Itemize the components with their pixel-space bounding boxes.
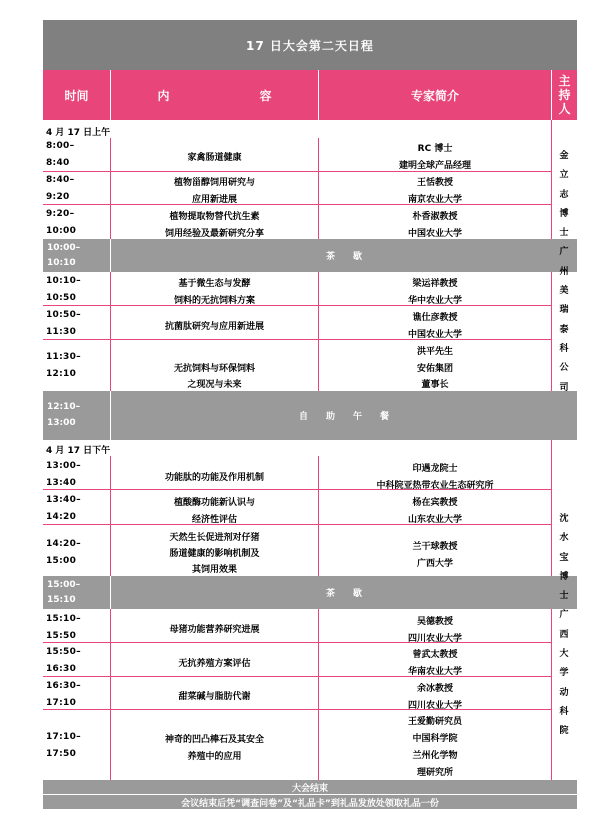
expert-name: 余冰教授 xyxy=(416,684,453,694)
header-host-char: 主 xyxy=(558,74,571,88)
morning-label: 4 月 17 日上午 xyxy=(46,128,111,138)
time-end: 13:00 xyxy=(47,418,76,428)
host-char: 州 xyxy=(559,266,569,277)
time-end: 9:20 xyxy=(46,192,70,202)
expert-affiliation: 理研究所 xyxy=(416,768,453,778)
host-char: 公 xyxy=(559,363,569,374)
time-start: 10:10– xyxy=(46,276,81,286)
break-label: 自 助 午 餐 xyxy=(111,391,577,440)
host-char: 司 xyxy=(559,382,569,393)
time-start: 8:00– xyxy=(46,141,75,151)
host-char: 志 xyxy=(559,189,569,200)
time-start: 12:10– xyxy=(47,402,81,412)
host-char: 西 xyxy=(559,629,569,640)
host-char: 水 xyxy=(559,533,569,544)
host-char: 泰 xyxy=(559,324,569,335)
header-content: 内 容 xyxy=(111,70,318,120)
break-label: 茶 歇 xyxy=(111,576,577,609)
time-end: 10:10 xyxy=(47,258,76,268)
expert-title: 董事长 xyxy=(421,380,449,390)
topic: 家禽肠道健康 xyxy=(187,153,242,163)
host-char: 士 xyxy=(559,591,569,602)
header-time: 时间 xyxy=(43,70,110,120)
expert-name: 兰干球教授 xyxy=(412,542,458,552)
expert-affiliation: 兰州化学物 xyxy=(412,751,458,761)
time-end: 17:10 xyxy=(46,698,77,708)
gift-note: 会议结束后凭“调查问卷”及“礼品卡”到礼品发放处领取礼品一份 xyxy=(43,795,577,809)
expert-affiliation: 广西大学 xyxy=(416,559,453,569)
host-char: 科 xyxy=(559,706,569,717)
host-morning xyxy=(557,147,571,398)
expert-affiliation: 中国农业大学 xyxy=(407,229,462,239)
header-host-char: 人 xyxy=(558,102,571,116)
time-end: 16:30 xyxy=(46,664,77,674)
time-end: 15:50 xyxy=(46,631,77,641)
host-char: 立 xyxy=(559,170,569,181)
expert-name: 朴香淑教授 xyxy=(412,212,458,222)
expert-name: 洪平先生 xyxy=(416,347,453,357)
topic: 植物提取物替代抗生素 xyxy=(169,212,260,222)
host-char: 沈 xyxy=(559,514,569,524)
host-afternoon xyxy=(557,510,571,742)
time-end: 11:30 xyxy=(46,327,77,337)
host-char: 博 xyxy=(559,208,569,219)
afternoon-label: 4 月 17 日下午 xyxy=(46,446,111,456)
host-char: 广 xyxy=(559,610,569,621)
topic: 无抗养殖方案评估 xyxy=(178,659,251,669)
expert-name: 王恬教授 xyxy=(416,178,453,188)
topic: 植物甾醇饲用研究与 xyxy=(173,178,255,188)
topic: 经济性评估 xyxy=(191,515,237,525)
topic: 甜菜碱与脂肪代谢 xyxy=(178,692,251,702)
host-char: 大 xyxy=(559,649,569,660)
host-char: 博 xyxy=(559,571,569,582)
topic: 神奇的凹凸棒石及其安全 xyxy=(164,735,264,745)
time-end: 13:40 xyxy=(46,478,77,488)
expert-affiliation: 山东农业大学 xyxy=(407,515,462,525)
topic: 之现况与未来 xyxy=(187,380,242,390)
time-start: 13:40– xyxy=(46,495,81,505)
topic: 母猪功能营养研究进展 xyxy=(169,625,260,635)
host-char: 科 xyxy=(559,343,569,354)
time-start: 10:50– xyxy=(46,310,81,320)
time-start: 16:30– xyxy=(46,681,81,691)
header-expert: 专家简介 xyxy=(319,70,551,120)
time-start: 14:20– xyxy=(46,539,81,549)
expert-affiliation: 南京农业大学 xyxy=(407,195,462,205)
topic: 功能肽的功能及作用机制 xyxy=(164,473,264,483)
host-char: 瑞 xyxy=(559,305,569,316)
topic: 应用新进展 xyxy=(191,195,237,205)
expert-affiliation: 安佑集团 xyxy=(416,364,453,374)
expert-name: RC 博士 xyxy=(417,144,453,154)
topic: 植酸酶功能新认识与 xyxy=(173,498,255,508)
time-start: 9:20– xyxy=(46,209,75,219)
time-end: 10:00 xyxy=(46,226,77,236)
expert-affiliation: 华中农业大学 xyxy=(407,296,462,306)
expert-affiliation: 中科院亚热带农业生态研究所 xyxy=(376,481,494,491)
time-end: 17:50 xyxy=(46,749,77,759)
time-start: 8:40– xyxy=(46,175,75,185)
time-start: 17:10– xyxy=(46,732,81,742)
time-end: 14:20 xyxy=(46,512,77,522)
header-host xyxy=(552,70,577,120)
expert-name: 王爱勤研究员 xyxy=(407,717,462,727)
time-start: 11:30– xyxy=(46,352,81,362)
expert-affiliation: 华南农业大学 xyxy=(407,667,462,677)
expert-name: 曾武太教授 xyxy=(412,650,458,660)
host-char: 士 xyxy=(559,228,569,239)
topic: 无抗饲料与环保饲料 xyxy=(173,364,255,374)
topic: 饲料的无抗饲料方案 xyxy=(173,296,255,306)
expert-affiliation: 四川农业大学 xyxy=(407,634,462,644)
host-char: 学 xyxy=(559,668,569,679)
time-start: 15:50– xyxy=(46,647,81,657)
time-end: 10:50 xyxy=(46,293,77,303)
expert-name: 谯仕彦教授 xyxy=(412,313,458,323)
host-char: 广 xyxy=(559,247,569,258)
expert-affiliation: 建明全球产品经理 xyxy=(398,161,471,171)
host-char: 宝 xyxy=(559,552,569,563)
time-end: 15:00 xyxy=(46,556,77,566)
topic: 其饲用效果 xyxy=(191,565,237,575)
topic: 天然生长促进剂对仔猪 xyxy=(169,533,260,543)
expert-name: 印遇龙院士 xyxy=(412,464,458,474)
meeting-end: 大会结束 xyxy=(43,780,577,794)
expert-affiliation: 中国科学院 xyxy=(412,734,458,744)
host-char: 院 xyxy=(559,726,569,737)
topic: 养殖中的应用 xyxy=(187,752,242,762)
topic: 饲用经验及最新研究分享 xyxy=(164,229,264,239)
host-char: 动 xyxy=(559,687,569,698)
time-start: 15:00– xyxy=(47,580,81,590)
topic: 肠道健康的影响机制及 xyxy=(169,549,260,559)
host-char: 金 xyxy=(559,151,569,161)
divider xyxy=(551,120,552,780)
break-time xyxy=(43,239,110,272)
time-start: 10:00– xyxy=(47,243,81,253)
topic: 抗菌肽研究与应用新进展 xyxy=(164,322,264,332)
schedule-title: 17 日大会第二天日程 xyxy=(43,20,577,70)
host-char: 美 xyxy=(559,286,569,297)
time-start: 13:00– xyxy=(46,461,81,471)
row-divider xyxy=(43,171,551,172)
time-end: 15:10 xyxy=(47,595,76,605)
break-time xyxy=(43,576,110,609)
time-end: 8:40 xyxy=(46,158,70,168)
topic: 基于微生态与发酵 xyxy=(178,279,251,289)
expert-affiliation: 四川农业大学 xyxy=(407,701,462,711)
expert-name: 杨在宾教授 xyxy=(412,498,458,508)
expert-affiliation: 中国农业大学 xyxy=(407,330,462,340)
expert-name: 吴德教授 xyxy=(416,617,453,627)
expert-name: 梁运祥教授 xyxy=(412,279,458,289)
break-time xyxy=(43,391,110,440)
break-label: 茶 歇 xyxy=(111,239,577,272)
header-host-char: 持 xyxy=(558,88,571,102)
time-start: 15:10– xyxy=(46,614,81,624)
time-end: 12:10 xyxy=(46,369,77,379)
